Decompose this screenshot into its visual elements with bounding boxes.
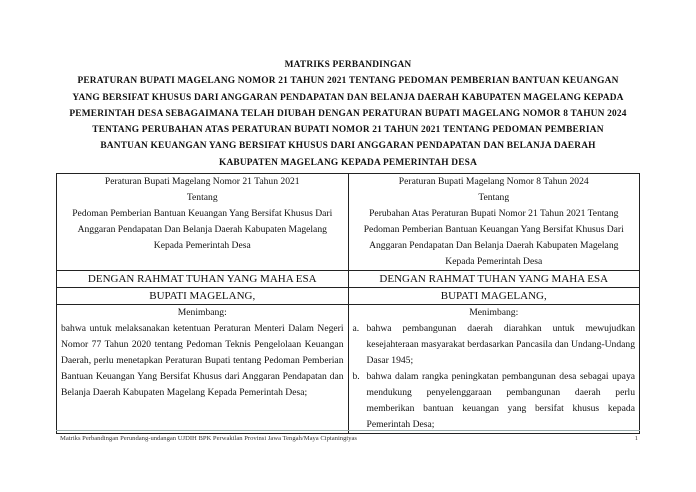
right-caption-line: Kepada Pemerintah Desa xyxy=(445,256,543,267)
item-text: bahwa pembangunan daerah diarahkan untuk mewujudkan kesejahteraan masyarakat berdasarkan Pancasila dan Undang-Undang Dasar 1945; xyxy=(366,323,635,366)
right-menimbang-cell xyxy=(348,305,640,434)
heading-line: BANTUAN KEUANGAN YANG BERSIFAT KHUSUS DARI ANGGARAN PENDAPATAN DAN BELANJA DAERAH xyxy=(100,141,596,152)
menimbang-item-a xyxy=(353,321,636,369)
left-caption xyxy=(57,174,349,271)
footer-divider xyxy=(56,430,640,431)
left-rahmat: DENGAN RAHMAT TUHAN YANG MAHA ESA xyxy=(57,271,349,288)
right-bupati: BUPATI MAGELANG, xyxy=(348,288,640,305)
left-bupati: BUPATI MAGELANG, xyxy=(57,288,349,305)
heading-line: PEMERINTAH DESA SEBAGAIMANA TELAH DIUBAH DENGAN PERATURAN BUPATI MAGELANG NOMOR 8 TAHUN 2024 xyxy=(69,108,627,119)
caption-row xyxy=(57,174,640,271)
left-caption-line: Kepada Pemerintah Desa xyxy=(153,240,251,251)
left-caption-line: Pedoman Pemberian Bantuan Keuangan Yang Bersifat Khusus Dari xyxy=(72,208,333,219)
document-title: MATRIKS PERBANDINGAN xyxy=(284,60,412,70)
item-text: bahwa dalam rangka peningkatan pembangunan desa sebagai upaya mendukung penyelenggaraan pembangunan daerah perlu memberikan bantuan keuangan yang bersifat khusus kepada Pemerintah Desa; xyxy=(366,371,635,430)
menimbang-item-b xyxy=(353,369,636,433)
item-marker: a. xyxy=(352,323,360,334)
left-menimbang-label: Menimbang: xyxy=(177,307,227,318)
right-rahmat: DENGAN RAHMAT TUHAN YANG MAHA ESA xyxy=(348,271,640,288)
right-caption-line: Anggaran Pendapatan Dan Belanja Daerah Kabupaten Magelang xyxy=(369,240,619,251)
left-menimbang-cell xyxy=(57,305,349,434)
bupati-row xyxy=(57,288,640,305)
rahmat-row xyxy=(57,271,640,288)
left-caption-line: Anggaran Pendapatan Dan Belanja Daerah Kabupaten Magelang xyxy=(77,224,327,235)
comparison-table xyxy=(56,173,640,434)
page-footer xyxy=(60,435,638,442)
left-menimbang-text: bahwa untuk melaksanakan ketentuan Peraturan Menteri Dalam Negeri Nomor 77 Tahun 2020 tentang Pedoman Teknis Pengelolaan Keuangan Daerah, perlu menetapkan Peraturan Bupati tentang Pedoman Pemberian Bantuan Keuangan Yang Bersifat Khusus dari Anggaran Pendapatan dan Belanja Daerah Kabupaten Magelang Kepada Pemerintah Desa; xyxy=(61,323,344,398)
right-caption-line: Peraturan Bupati Magelang Nomor 8 Tahun 2024 xyxy=(398,176,589,187)
page-number: 1 xyxy=(634,435,638,442)
document-heading xyxy=(50,57,646,171)
right-caption-line: Tentang xyxy=(478,192,510,203)
left-caption-line: Tentang xyxy=(186,192,218,203)
right-caption-line: Pedoman Pemberian Bantuan Keuangan Yang Bersifat Khusus Dari xyxy=(363,224,624,235)
right-caption xyxy=(348,174,640,271)
item-marker: b. xyxy=(352,371,360,382)
right-menimbang-label: Menimbang: xyxy=(469,307,519,318)
left-caption-line: Peraturan Bupati Magelang Nomor 21 Tahun 2021 xyxy=(104,176,300,187)
menimbang-row xyxy=(57,305,640,434)
heading-line: YANG BERSIFAT KHUSUS DARI ANGGARAN PENDAPATAN DAN BELANJA DAERAH KABUPATEN MAGELANG KEPADA xyxy=(72,92,624,103)
footer-text: Matriks Perbandingan Perundang-undangan UJDIH BPK Perwakilan Provinsi Jawa Tengah/Maya Ciptaningtyas xyxy=(60,435,358,442)
right-caption-line: Perubahan Atas Peraturan Bupati Nomor 21 Tahun 2021 Tentang xyxy=(369,208,619,219)
heading-line: KABUPATEN MAGELANG KEPADA PEMERINTAH DESA xyxy=(218,157,478,168)
heading-line: TENTANG PERUBAHAN ATAS PERATURAN BUPATI NOMOR 21 TAHUN 2021 TENTANG PEDOMAN PEMBERIAN xyxy=(92,125,604,136)
heading-line: PERATURAN BUPATI MAGELANG NOMOR 21 TAHUN 2021 TENTANG PEDOMAN PEMBERIAN BANTUAN KEUANGAN xyxy=(77,76,619,87)
